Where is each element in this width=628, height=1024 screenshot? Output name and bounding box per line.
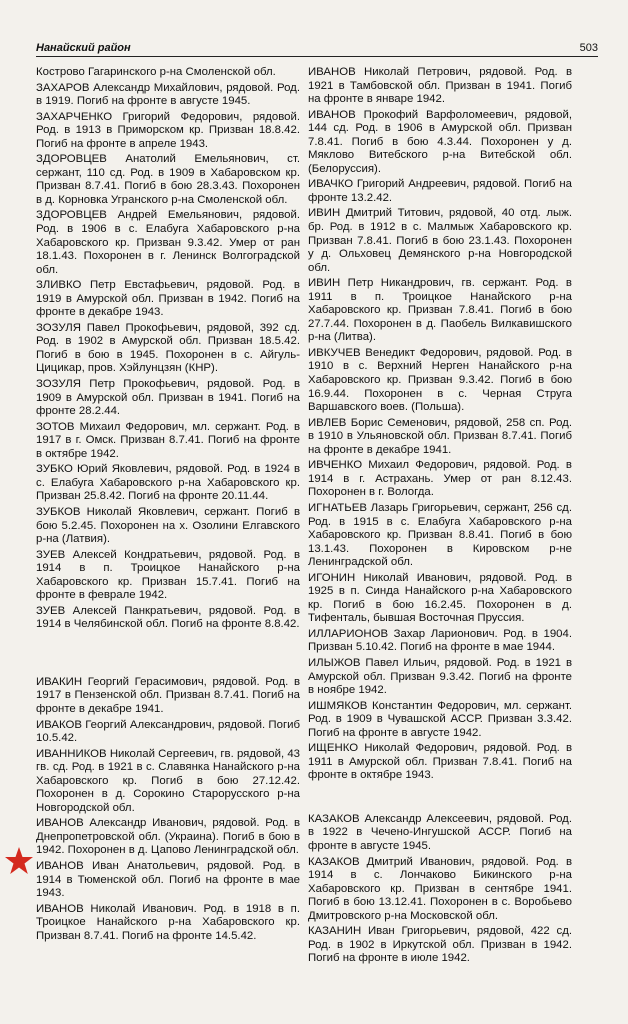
list-item: КАЗАКОВ Дмитрий Иванович, рядовой. Род. в 1914 в с. Лончаково Бикинского р-на Хабаровского кр. Призван в сентябре 1941. Погиб в бою 13.12.41. Похоронен в с. Воробьево Дмитровского р-на Московской обл. [308, 855, 572, 922]
list-item: ИВАНОВ Иван Анатольевич, рядовой. Род. в 1914 в Тюменской обл. Погиб на фронте в мае 1943. [36, 859, 300, 900]
list-item: ИВЧЕНКО Михаил Федорович, рядовой. Род. в 1914 в г. Астрахань. Умер от ран 8.12.43. Похоронен в г. Вологда. [308, 459, 572, 499]
list-item: ЗОЗУЛЯ Павел Прокофьевич, рядовой, 392 сд. Род. в 1902 в Амурской обл. Призван 18.5.42. Погиб в бою в 1945. Похоронен в с. Айгуль-Цицикар, пров. Хэйлунцзян (КНР). [36, 321, 300, 375]
district-title: Нанайский район [36, 42, 131, 54]
list-item: ИЩЕНКО Николай Федорович, рядовой. Род. в 1911 в Амурской обл. Призван 7.8.41. Погиб на фронте в октябре 1943. [308, 742, 572, 782]
list-item: ЗАХАРЧЕНКО Григорий Федорович, рядовой. Род. в 1913 в Приморском кр. Призван 18.8.42. Погиб на фронте в апреле 1943. [36, 110, 300, 150]
list-item: ИВАЧКО Григорий Андреевич, рядовой. Погиб на фронте 13.2.42. [308, 178, 572, 204]
list-item: ИЛЛАРИОНОВ Захар Ларионович. Род. в 1904. Призван 5.10.42. Погиб на фронте в мае 1944. [308, 627, 572, 654]
red-star-icon [4, 846, 34, 876]
list-item: ИВАКИН Георгий Герасимович, рядовой. Род. в 1917 в Пензенской обл. Призван 8.7.41. Погиб на фронте в декабре 1941. [36, 675, 300, 715]
list-item: ЗЛИВКО Петр Евстафьевич, рядовой. Род. в 1919 в Амурской обл. Призван в 1942. Погиб на фронте в декабре 1943. [36, 279, 300, 319]
list-item: ИВАНОВ Николай Петрович, рядовой. Род. в 1921 в Тамбовской обл. Призван в 1941. Погиб на фронте в январе 1942. [308, 66, 572, 106]
list-item: КАЗАКОВ Александр Алексеевич, рядовой. Род. в 1922 в Чечено-Ингушской АССР. Погиб на фронте в августе 1945. [308, 812, 572, 852]
list-item: ИШМЯКОВ Константин Федорович, мл. сержант. Род. в 1909 в Чувашской АССР. Призван 3.3.42. Погиб на фронте в августе 1942. [308, 699, 572, 739]
list-item: ЗУБКО Юрий Яковлевич, рядовой. Род. в 1924 в с. Елабуга Хабаровского р-на Хабаровского кр. Призван 25.8.42. Погиб на фронте 20.11.44. [36, 463, 300, 503]
list-item: ЗУЕВ Алексей Кондратьевич, рядовой. Род. в 1914 в п. Троицкое Нанайского р-на Хабаровского кр. Призван 15.7.41. Погиб на фронте в феврале 1942. [36, 548, 300, 602]
list-item: ИВАНОВ Александр Иванович, рядовой. Род. в Днепропетровской обл. (Украина). Погиб в бою в 1942. Похоронен в д. Цапово Ленинградской обл. [36, 817, 300, 857]
list-item: ИГОНИН Николай Иванович, рядовой. Род. в 1925 в п. Синда Нанайского р-на Хабаровского кр. Погиб в бою 16.2.45. Похоронен в д. Тифенталь, бывшая Восточная Пруссия. [308, 571, 572, 625]
list-item: КАЗАНИН Иван Григорьевич, рядовой, 422 сд. Род. в 1902 в Иркутской обл. Призван в 1942. Погиб на фронте в июле 1942. [308, 925, 572, 965]
left-column [36, 66, 300, 945]
right-column [308, 66, 572, 968]
page-number: 503 [579, 42, 598, 54]
list-item: ИВАНОВ Николай Иванович. Род. в 1918 в п. Троицкое Нанайского р-на Хабаровского кр. Призван 8.7.41. Погиб на фронте 14.5.42. [36, 902, 300, 942]
list-item: ИГНАТЬЕВ Лазарь Григорьевич, сержант, 256 сд. Род. в 1915 в с. Елабуга Хабаровского р-на Хабаровского кр. Призван 8.8.41. Погиб в бою 13.1.43. Похоронен в Кировском р-не Ленинградской обл. [308, 501, 572, 569]
list-item: ЗУЕВ Алексей Панкратьевич, рядовой. Род. в 1914 в Челябинской обл. Погиб на фронте 8.8.42. [36, 604, 300, 631]
list-item: ЗОТОВ Михаил Федорович, мл. сержант. Род. в 1917 в г. Омск. Призван 8.7.41. Погиб на фронте в октябре 1942. [36, 420, 300, 460]
list-item: ИВАННИКОВ Николай Сергеевич, гв. рядовой, 43 гв. сд. Род. в 1921 в с. Славянка Нанайского р-на Хабаровского кр. Погиб в бою 27.12.42. Похоронен в д. Сорокино Старорусского р-на Новгородской обл. [36, 747, 300, 814]
list-item: Кострово Гагаринского р-на Смоленской обл. [36, 66, 276, 78]
list-item: ИВАКОВ Георгий Александрович, рядовой. Погиб 10.5.42. [36, 718, 300, 745]
list-item: ИВИН Дмитрий Титович, рядовой, 40 отд. лыж. бр. Род. в 1912 в с. Малмыж Хабаровского кр. Призван 7.8.41. Погиб в бою 23.1.43. Похоронен у д. Ольховец Демянского р-на Новгородской обл. [308, 207, 572, 274]
page-header [36, 40, 598, 57]
list-item: ИВЛЕВ Борис Семенович, рядовой, 258 сп. Род. в 1910 в Ульяновской обл. Призван 8.7.41. Погиб на фронте в декабре 1941. [308, 416, 572, 456]
list-item: ИВАНОВ Прокофий Варфоломеевич, рядовой, 144 сд. Род. в 1906 в Амурской обл. Призван 7.8.41. Погиб в бою 4.3.44. Похоронен у д. Мяклово Витебского р-на Витебской обл. (Белоруссия). [308, 108, 572, 175]
list-item: ИВИН Петр Никандрович, гв. сержант. Род. в 1911 в п. Троицкое Нанайского р-на Хабаровского кр. Призван 7.8.41. Погиб в бою 27.7.44. Похоронен в д. Паобель Вилкавишского р-на (Литва). [308, 277, 572, 344]
list-item: ЗДОРОВЦЕВ Андрей Емельянович, рядовой. Род. в 1906 в с. Елабуга Хабаровского р-на Хабаровского кр. Призван 9.3.42. Умер от ран 18.1.43. Похоронен в г. Ленинск Волгоградской обл. [36, 209, 300, 276]
list-item: ЗАХАРОВ Александр Михайлович, рядовой. Род. в 1919. Погиб на фронте в августе 1945. [36, 81, 300, 108]
list-item: ИЛЫЖОВ Павел Ильич, рядовой. Род. в 1921 в Амурской обл. Призван 9.3.42. Погиб на фронте в ноябре 1942. [308, 656, 572, 697]
list-item: ЗОЗУЛЯ Петр Прокофьевич, рядовой. Род. в 1909 в Амурской обл. Призван в 1941. Погиб на фронте 28.2.44. [36, 378, 300, 418]
list-item: ИВКУЧЕВ Венедикт Федорович, рядовой. Род. в 1910 в с. Верхний Нерген Нанайского р-на Хабаровского кр. Призван 9.3.42. Погиб в бою 16.9.44. Похоронен в с. Черная Струга Варшавского воев. (Польша). [308, 346, 572, 414]
list-item: ЗУБКОВ Николай Яковлевич, сержант. Погиб в бою 5.2.45. Похоронен на х. Озолини Елгавского р-на (Латвия). [36, 505, 300, 546]
list-item: ЗДОРОВЦЕВ Анатолий Емельянович, ст. сержант, 110 сд. Род. в 1909 в Хабаровском кр. Призван 8.7.41. Погиб в бою 28.3.43. Похоронен в д. Корновка Угранского р-на Смоленской обл. [36, 153, 300, 206]
